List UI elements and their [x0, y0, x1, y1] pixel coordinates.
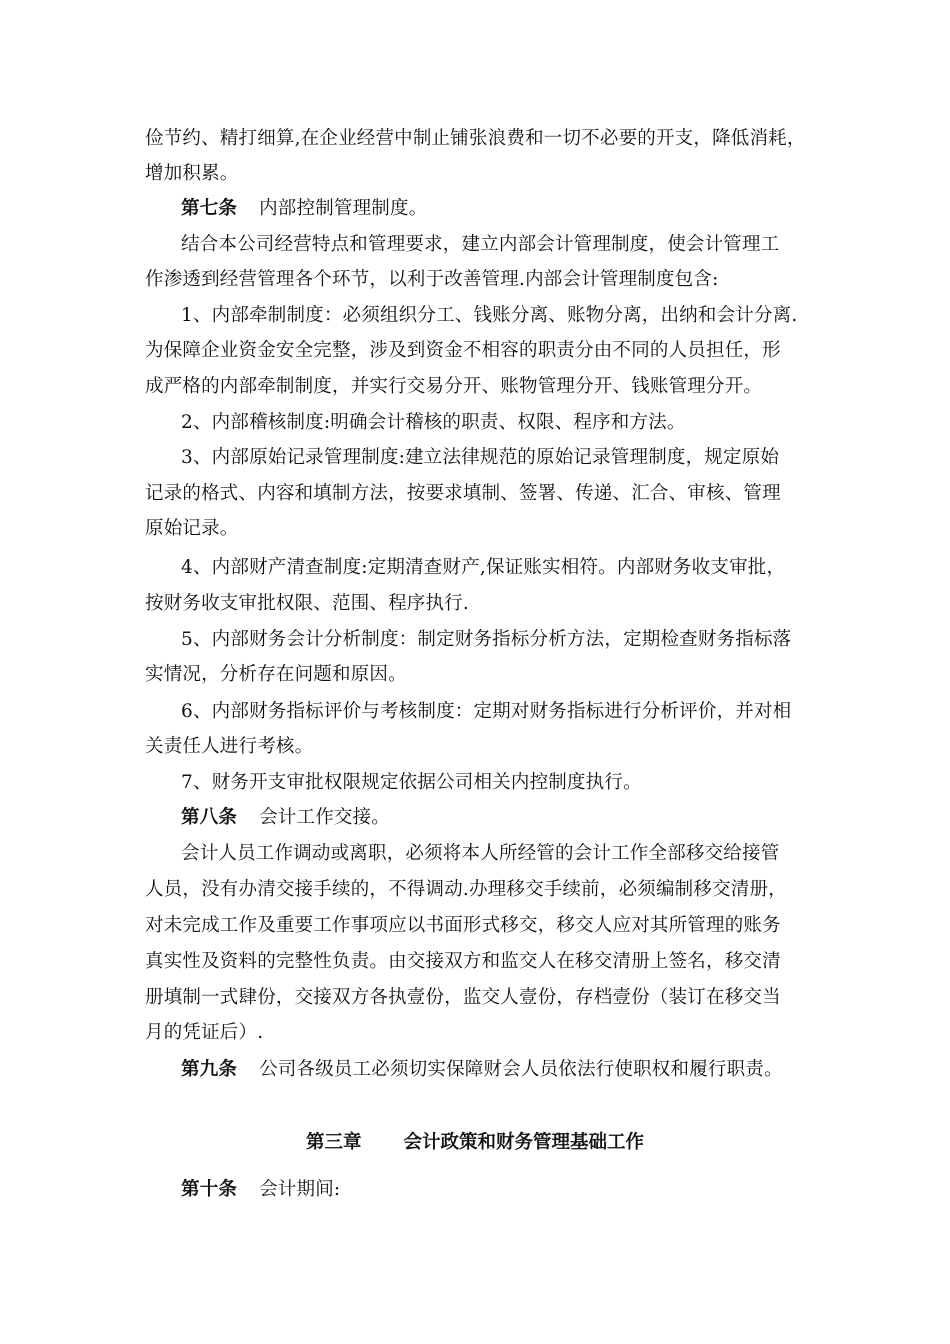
article-title: 会计期间: — [259, 1179, 341, 1200]
paragraph-line: 册填制一式肆份，交接双方各执壹份，监交人壹份，存档壹份（装订在移交当 — [145, 987, 781, 1008]
paragraph-line: 作渗透到经营管理各个环节，以利于改善管理.内部会计管理制度包含: — [145, 269, 719, 290]
article-title: 公司各级员工必须切实保障财会人员依法行使职权和履行职责。 — [259, 1059, 783, 1080]
list-item-line: 3、内部原始记录管理制度:建立法律规范的原始记录管理制度，规定原始 — [181, 447, 780, 468]
list-item-line: 5、内部财务会计分析制度：制定财务指标分析方法，定期检查财务指标落 — [181, 629, 792, 650]
article-title: 会计工作交接。 — [259, 807, 391, 828]
chapter-title: 会计政策和财务管理基础工作 — [403, 1132, 645, 1153]
article-8-heading — [181, 803, 815, 833]
list-item-line: 关责任人进行考核。 — [145, 736, 314, 757]
list-item-line: 按财务收支审批权限、范围、程序执行. — [145, 593, 469, 614]
article-9-heading — [181, 1055, 815, 1085]
list-item-line: 实情况，分析存在问题和原因。 — [145, 664, 407, 685]
article-label: 第十条 — [181, 1179, 238, 1200]
article-label: 第九条 — [181, 1059, 238, 1080]
list-item-line: 1、内部牵制制度：必须组织分工、钱账分离、账物分离，出纳和会计分离. — [181, 305, 798, 326]
paragraph-line: 真实性及资料的完整性负责。由交接双方和监交人在移交清册上签名，移交清 — [145, 951, 781, 972]
list-item-line: 4、内部财产清查制度:定期清查财产,保证账实相符。内部财务收支审批， — [181, 557, 786, 578]
list-item-line: 为保障企业资金安全完整，涉及到资金不相容的职责分由不同的人员担任，形 — [145, 340, 781, 361]
paragraph-line: 结合本公司经营特点和管理要求，建立内部会计管理制度，使会计管理工 — [181, 234, 780, 255]
list-item-line: 记录的格式、内容和填制方法，按要求填制、签署、传递、汇合、审核、管理 — [145, 483, 781, 504]
list-item-line: 6、内部财务指标评价与考核制度：定期对财务指标进行分析评价，并对相 — [181, 701, 792, 722]
paragraph-line: 人员，没有办清交接手续的，不得调动.办理移交手续前，必须编制移交清册， — [145, 879, 787, 900]
list-item-line: 成严格的内部牵制制度，并实行交易分开、账物管理分开、钱账管理分开。 — [145, 376, 763, 397]
list-item-line: 原始记录。 — [145, 518, 239, 539]
chapter-label: 第三章 — [305, 1132, 362, 1153]
paragraph-line: 俭节约、精打细算,在企业经营中制止铺张浪费和一切不必要的开支，降低消耗， — [145, 128, 806, 149]
article-10-heading — [181, 1175, 815, 1205]
article-label: 第八条 — [181, 807, 238, 828]
paragraph-line: 月的凭证后）. — [145, 1022, 264, 1043]
article-7-heading — [181, 194, 815, 224]
article-title: 内部控制管理制度。 — [259, 198, 428, 219]
article-label: 第七条 — [181, 198, 238, 219]
paragraph-line: 增加积累。 — [145, 163, 239, 184]
paragraph-line: 对未完成工作及重要工作事项应以书面形式移交，移交人应对其所管理的账务 — [145, 915, 781, 936]
paragraph-line: 会计人员工作调动或离职，必须将本人所经管的会计工作全部移交给接管 — [181, 843, 780, 864]
list-item-line: 7、财务开支审批权限规定依据公司相关内控制度执行。 — [181, 772, 642, 793]
chapter-3-heading — [0, 1128, 950, 1158]
list-item-line: 2、内部稽核制度:明确会计稽核的职责、权限、程序和方法。 — [181, 412, 686, 433]
